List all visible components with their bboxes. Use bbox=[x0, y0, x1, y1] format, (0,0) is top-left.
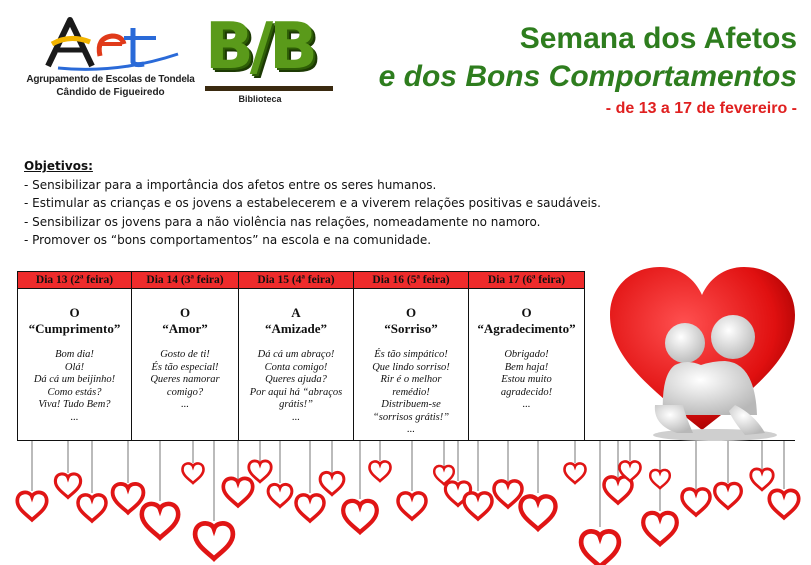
day-article: O bbox=[69, 305, 80, 320]
aect-logo-icon bbox=[38, 14, 188, 74]
phrase: Que lindo sorriso! bbox=[372, 361, 450, 373]
phrase: Dá cá um abraço! bbox=[257, 349, 335, 360]
phrase: Queres namorar bbox=[150, 374, 220, 385]
page-title-line2: e dos Bons Comportamentos bbox=[378, 60, 797, 93]
phrase: comigo? bbox=[166, 386, 204, 398]
phrase: Dá cá um beijinho! bbox=[33, 374, 116, 385]
day-theme: “Sorriso” bbox=[384, 321, 438, 336]
objective-item: - Estimular as crianças e os jovens a estabelecerem e a viverem relações positivas e saudáveis. bbox=[24, 196, 601, 210]
day-theme: “Amor” bbox=[162, 321, 208, 336]
day-column bbox=[18, 272, 132, 440]
day-phrases bbox=[18, 349, 131, 424]
objective-item: - Sensibilizar os jovens para a não violência nas relações, nomeadamente no namoro. bbox=[24, 214, 541, 229]
date-range: - de 13 a 17 de fevereiro - bbox=[605, 100, 797, 117]
phrase: Distribuem-se bbox=[381, 399, 441, 410]
library-logo-bar bbox=[205, 86, 333, 91]
day-column bbox=[132, 272, 239, 440]
day-article: O bbox=[405, 305, 417, 320]
phrase: Olá! bbox=[64, 361, 85, 373]
phrase: “sorrisos grátis!” bbox=[372, 411, 450, 423]
phrase: Queres ajuda? bbox=[265, 374, 327, 385]
phrase: Gosto de ti! bbox=[160, 349, 210, 360]
day-header: Dia 13 (2ª feira) bbox=[18, 272, 131, 289]
day-column bbox=[239, 272, 354, 440]
phrase: Rir é o melhor bbox=[380, 374, 442, 385]
phrase: Obrigado! bbox=[504, 349, 549, 360]
library-label: Biblioteca bbox=[238, 94, 282, 104]
phrase: Conta comigo! bbox=[264, 361, 328, 373]
phrase: ... bbox=[181, 399, 189, 410]
day-header: Dia 16 (5ª feira) bbox=[354, 272, 468, 289]
day-phrases bbox=[354, 349, 468, 437]
phrase: Viva! Tudo Bem? bbox=[38, 399, 111, 410]
day-phrases bbox=[132, 349, 238, 412]
couple-heart-illustration bbox=[605, 265, 800, 445]
phrase: grátis!” bbox=[279, 399, 313, 410]
phrase: Bem haja! bbox=[504, 361, 549, 373]
phrase: agradecido! bbox=[500, 386, 553, 398]
objectives-heading: Objetivos: bbox=[24, 159, 93, 173]
phrase: Como estás? bbox=[47, 386, 102, 398]
day-column bbox=[354, 272, 469, 440]
phrase: ... bbox=[292, 411, 300, 423]
hanging-hearts-decoration bbox=[0, 441, 811, 565]
day-header: Dia 15 (4ª feira) bbox=[239, 272, 353, 289]
org-name-line2: Cândido de Figueiredo bbox=[56, 87, 165, 98]
day-header: Dia 14 (3ª feira) bbox=[132, 272, 238, 289]
phrase: És tão simpático! bbox=[374, 349, 448, 360]
day-phrases bbox=[239, 349, 353, 424]
school-logo bbox=[18, 14, 203, 109]
phrase: ... bbox=[407, 424, 415, 435]
org-name-line1: Agrupamento de Escolas de Tondela bbox=[26, 74, 195, 85]
day-header: Dia 17 (6ª feira) bbox=[469, 272, 584, 289]
library-logo-text: B/B bbox=[205, 10, 314, 84]
library-logo bbox=[205, 12, 333, 107]
phrase: Bom dia! bbox=[55, 349, 94, 360]
phrase: remédio! bbox=[392, 386, 430, 398]
phrase: ... bbox=[522, 399, 531, 410]
day-article: A bbox=[291, 305, 301, 320]
day-theme: “Amizade” bbox=[264, 321, 328, 336]
day-article: O bbox=[179, 305, 191, 320]
phrase: Estou muito bbox=[501, 374, 552, 385]
phrase: ... bbox=[70, 411, 79, 423]
objective-item: - Promover os “bons comportamentos” na escola e na comunidade. bbox=[24, 233, 432, 247]
day-theme: “Cumprimento” bbox=[28, 321, 121, 336]
phrase: És tão especial! bbox=[151, 361, 219, 373]
page-title-line1: Semana dos Afetos bbox=[519, 22, 797, 55]
day-theme: “Agradecimento” bbox=[477, 321, 576, 336]
day-phrases bbox=[469, 349, 584, 412]
day-column bbox=[469, 272, 584, 440]
day-article: O bbox=[521, 305, 532, 320]
objectives-section bbox=[24, 157, 644, 250]
phrase: Por aqui há “abraços bbox=[249, 386, 343, 398]
week-schedule-table bbox=[17, 271, 585, 441]
objective-item: - Sensibilizar para a importância dos afetos entre os seres humanos. bbox=[24, 177, 437, 192]
